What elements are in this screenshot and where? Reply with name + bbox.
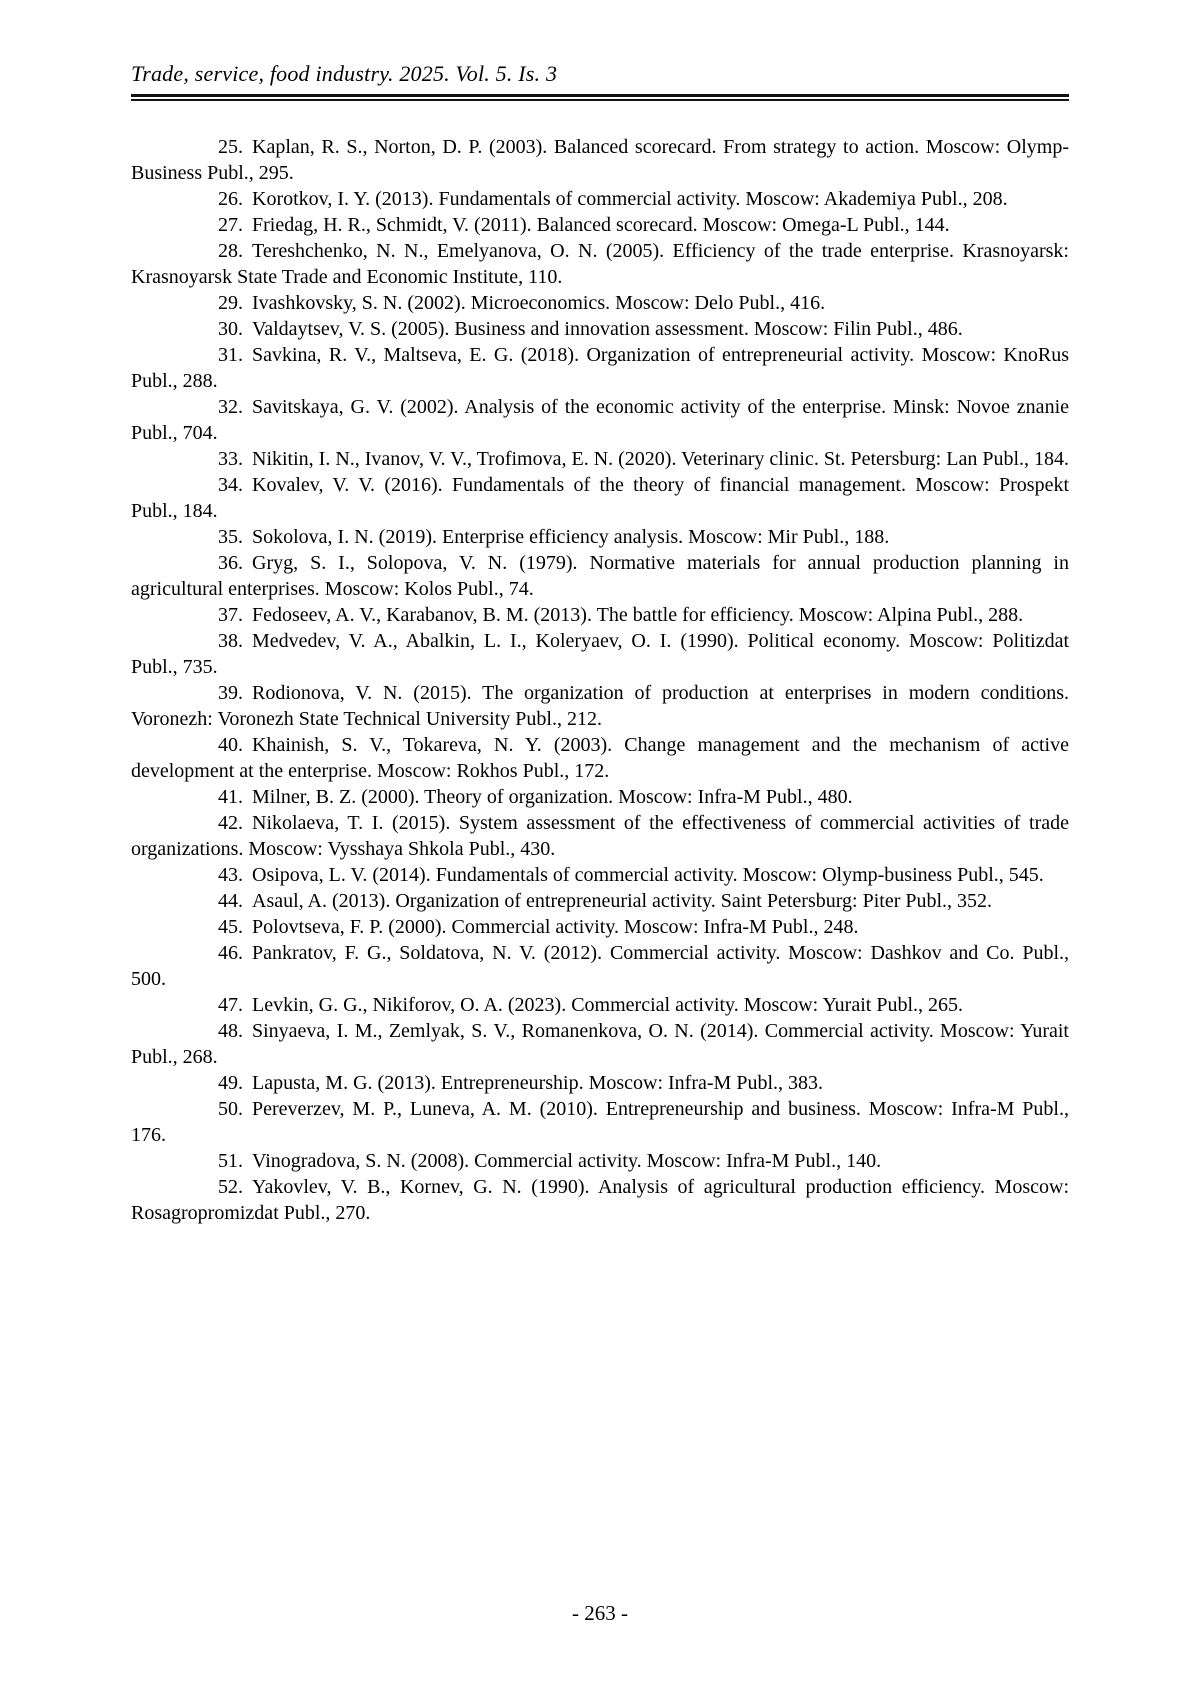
reference-item xyxy=(131,212,1069,238)
reference-number: 45. xyxy=(218,916,243,938)
reference-text: Asaul, A. (2013). Organization of entrepreneurial activity. Saint Petersburg: Piter Publ., 352. xyxy=(252,890,993,912)
reference-item xyxy=(131,784,1069,810)
reference-text: Pankratov, F. G., Soldatova, N. V. (2012). Commercial activity. Moscow: Dashkov and Co. Publ., 500. xyxy=(131,942,1069,990)
reference-number: 32. xyxy=(218,396,243,418)
reference-number: 39. xyxy=(218,682,243,704)
reference-item xyxy=(131,992,1069,1018)
reference-number: 31. xyxy=(218,344,243,366)
reference-text: Kovalev, V. V. (2016). Fundamentals of the theory of financial management. Moscow: Prospekt Publ., 184. xyxy=(131,474,1069,522)
reference-item xyxy=(131,238,1069,290)
reference-text: Yakovlev, V. B., Kornev, G. N. (1990). Analysis of agricultural production efficiency. Moscow: Rosagropromizdat Publ., 270. xyxy=(131,1176,1069,1224)
reference-item xyxy=(131,628,1069,680)
reference-item xyxy=(131,1070,1069,1096)
reference-item xyxy=(131,524,1069,550)
reference-item xyxy=(131,550,1069,602)
reference-item xyxy=(131,940,1069,992)
reference-number: 34. xyxy=(218,474,243,496)
reference-item xyxy=(131,732,1069,784)
reference-number: 25. xyxy=(218,136,243,158)
reference-item xyxy=(131,472,1069,524)
reference-text: Nikitin, I. N., Ivanov, V. V., Trofimova, E. N. (2020). Veterinary clinic. St. Petersburg: Lan Publ., 184. xyxy=(252,448,1070,470)
reference-number: 29. xyxy=(218,292,243,314)
reference-text: Savkina, R. V., Maltseva, E. G. (2018). Organization of entrepreneurial activity. Moscow: KnoRus Publ., 288. xyxy=(131,344,1069,392)
reference-text: Friedag, H. R., Schmidt, V. (2011). Balanced scorecard. Moscow: Omega-L Publ., 144. xyxy=(252,214,950,236)
reference-number: 38. xyxy=(218,630,243,652)
reference-text: Kaplan, R. S., Norton, D. P. (2003). Balanced scorecard. From strategy to action. Moscow: Olymp-Business Publ., 295. xyxy=(131,136,1069,184)
reference-number: 40. xyxy=(218,734,243,756)
reference-number: 41. xyxy=(218,786,243,808)
reference-text: Valdaytsev, V. S. (2005). Business and innovation assessment. Moscow: Filin Publ., 486. xyxy=(252,318,963,340)
reference-item xyxy=(131,1174,1069,1226)
reference-item xyxy=(131,342,1069,394)
reference-item xyxy=(131,810,1069,862)
reference-number: 50. xyxy=(218,1098,243,1120)
reference-number: 49. xyxy=(218,1072,243,1094)
reference-text: Khainish, S. V., Tokareva, N. Y. (2003). Change management and the mechanism of active development at the enterprise. Moscow: Rokhos Publ., 172. xyxy=(131,734,1069,782)
references-list xyxy=(131,134,1069,1226)
reference-item xyxy=(131,1148,1069,1174)
reference-text: Milner, B. Z. (2000). Theory of organization. Moscow: Infra-M Publ., 480. xyxy=(252,786,853,808)
reference-text: Ivashkovsky, S. N. (2002). Microeconomics. Moscow: Delo Publ., 416. xyxy=(252,292,826,314)
reference-number: 36. xyxy=(218,552,243,574)
reference-number: 48. xyxy=(218,1020,243,1042)
reference-item xyxy=(131,862,1069,888)
reference-text: Tereshchenko, N. N., Emelyanova, O. N. (2005). Efficiency of the trade enterprise. Krasnoyarsk: Krasnoyarsk State Trade and Economic Institute, 110. xyxy=(131,240,1069,288)
reference-item xyxy=(131,914,1069,940)
journal-header-text: Trade, service, food industry. 2025. Vol. 5. Is. 3 xyxy=(131,61,558,86)
reference-number: 46. xyxy=(218,942,243,964)
reference-number: 33. xyxy=(218,448,243,470)
reference-text: Polovtseva, F. P. (2000). Commercial activity. Moscow: Infra-M Publ., 248. xyxy=(252,916,859,938)
reference-number: 26. xyxy=(218,188,243,210)
reference-text: Nikolaeva, T. I. (2015). System assessment of the effectiveness of commercial activities of trade organizations. Moscow: Vysshaya Shkola Publ., 430. xyxy=(131,812,1069,860)
reference-item xyxy=(131,186,1069,212)
reference-number: 51. xyxy=(218,1150,243,1172)
reference-number: 44. xyxy=(218,890,243,912)
reference-text: Lapusta, M. G. (2013). Entrepreneurship. Moscow: Infra-M Publ., 383. xyxy=(252,1072,824,1094)
reference-item xyxy=(131,680,1069,732)
reference-text: Osipova, L. V. (2014). Fundamentals of commercial activity. Moscow: Olymp-business Publ., 545. xyxy=(252,864,1044,886)
reference-number: 43. xyxy=(218,864,243,886)
reference-item xyxy=(131,446,1069,472)
reference-text: Sinyaeva, I. M., Zemlyak, S. V., Romanenkova, O. N. (2014). Commercial activity. Moscow: Yurait Publ., 268. xyxy=(131,1020,1069,1068)
reference-text: Korotkov, I. Y. (2013). Fundamentals of commercial activity. Moscow: Akademiya Publ., 208. xyxy=(252,188,1008,210)
reference-number: 47. xyxy=(218,994,243,1016)
reference-text: Levkin, G. G., Nikiforov, O. A. (2023). Commercial activity. Moscow: Yurait Publ., 265. xyxy=(252,994,964,1016)
reference-number: 30. xyxy=(218,318,243,340)
reference-item xyxy=(131,602,1069,628)
reference-item xyxy=(131,1096,1069,1148)
reference-item xyxy=(131,1018,1069,1070)
reference-item xyxy=(131,316,1069,342)
reference-text: Fedoseev, A. V., Karabanov, B. M. (2013). The battle for efficiency. Moscow: Alpina Publ., 288. xyxy=(252,604,1024,626)
reference-number: 37. xyxy=(218,604,243,626)
reference-text: Pereverzev, M. P., Luneva, A. M. (2010). Entrepreneurship and business. Moscow: Infra-M Publ., 176. xyxy=(131,1098,1069,1146)
running-header xyxy=(131,0,1069,101)
reference-number: 42. xyxy=(218,812,243,834)
reference-text: Medvedev, V. A., Abalkin, L. I., Koleryaev, O. I. (1990). Political economy. Moscow: Politizdat Publ., 735. xyxy=(131,630,1069,678)
page-number: - 263 - xyxy=(572,1601,628,1625)
reference-number: 52. xyxy=(218,1176,243,1198)
reference-text: Vinogradova, S. N. (2008). Commercial activity. Moscow: Infra-M Publ., 140. xyxy=(252,1150,882,1172)
reference-text: Rodionova, V. N. (2015). The organization of production at enterprises in modern conditions. Voronezh: Voronezh State Technical University Publ., 212. xyxy=(131,682,1069,730)
header-double-rule xyxy=(131,94,1069,101)
reference-item xyxy=(131,394,1069,446)
reference-text: Savitskaya, G. V. (2002). Analysis of the economic activity of the enterprise. Minsk: Novoe znanie Publ., 704. xyxy=(131,396,1069,444)
reference-number: 35. xyxy=(218,526,243,548)
reference-text: Sokolova, I. N. (2019). Enterprise efficiency analysis. Moscow: Mir Publ., 188. xyxy=(252,526,890,548)
reference-text: Gryg, S. I., Solopova, V. N. (1979). Normative materials for annual production planning in agricultural enterprises. Moscow: Kolos Publ., 74. xyxy=(131,552,1069,600)
reference-number: 28. xyxy=(218,240,243,262)
reference-item xyxy=(131,290,1069,316)
reference-number: 27. xyxy=(218,214,243,236)
reference-item xyxy=(131,134,1069,186)
reference-item xyxy=(131,888,1069,914)
